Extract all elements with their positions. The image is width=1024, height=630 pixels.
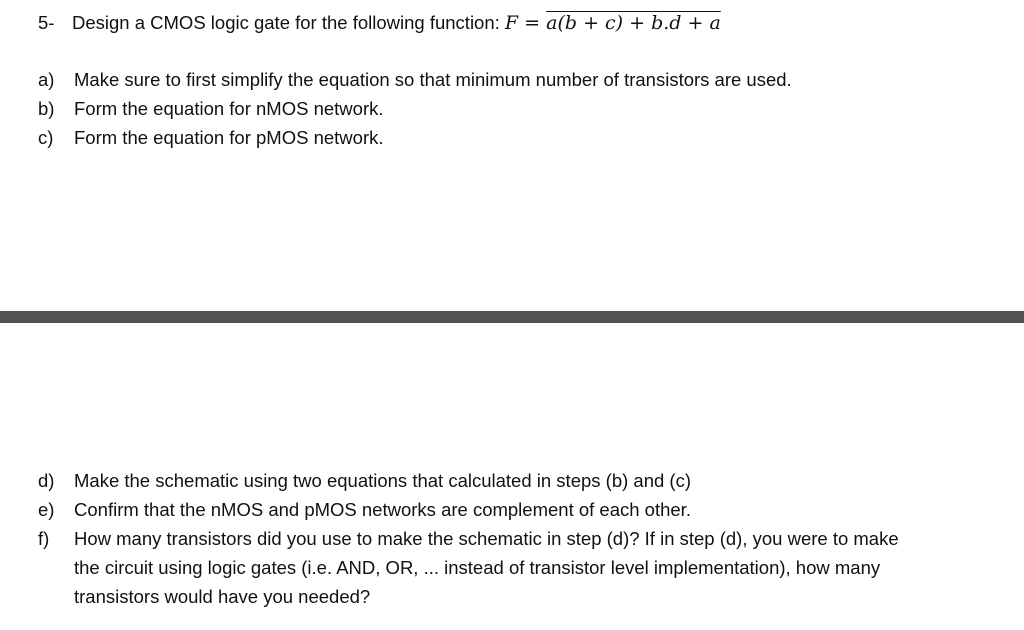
question-prompt: Design a CMOS logic gate for the following function: xyxy=(72,12,500,33)
function-lhs: F = xyxy=(504,12,541,34)
list-marker: e) xyxy=(38,499,55,520)
list-marker: c) xyxy=(38,127,54,148)
question-number: 5- xyxy=(38,12,55,33)
page-divider xyxy=(0,311,1024,323)
list-text: Make the schematic using two equations that calculated in steps (b) and (c) xyxy=(74,470,691,491)
list-marker: b) xyxy=(38,98,55,119)
list-marker: a) xyxy=(38,69,55,90)
question-prompt-line xyxy=(72,8,721,38)
function-rhs: a(b + c) + b.d + a xyxy=(546,12,721,34)
list-text: How many transistors did you use to make the schematic in step (d)? If in step (d), you were to make the circuit using logic gates (i.e. AND, OR, ... instead of transistor level implementation), how many transistors would have you needed? xyxy=(74,528,899,607)
list-text: Confirm that the nMOS and pMOS networks are complement of each other. xyxy=(74,499,691,520)
list-text: Form the equation for nMOS network. xyxy=(74,98,384,119)
list-marker: f) xyxy=(38,528,50,549)
function-equation xyxy=(505,12,721,34)
list-marker: d) xyxy=(38,470,55,491)
list-text: Form the equation for pMOS network. xyxy=(74,127,384,148)
list-text: Make sure to first simplify the equation so that minimum number of transistors are used. xyxy=(74,69,792,90)
